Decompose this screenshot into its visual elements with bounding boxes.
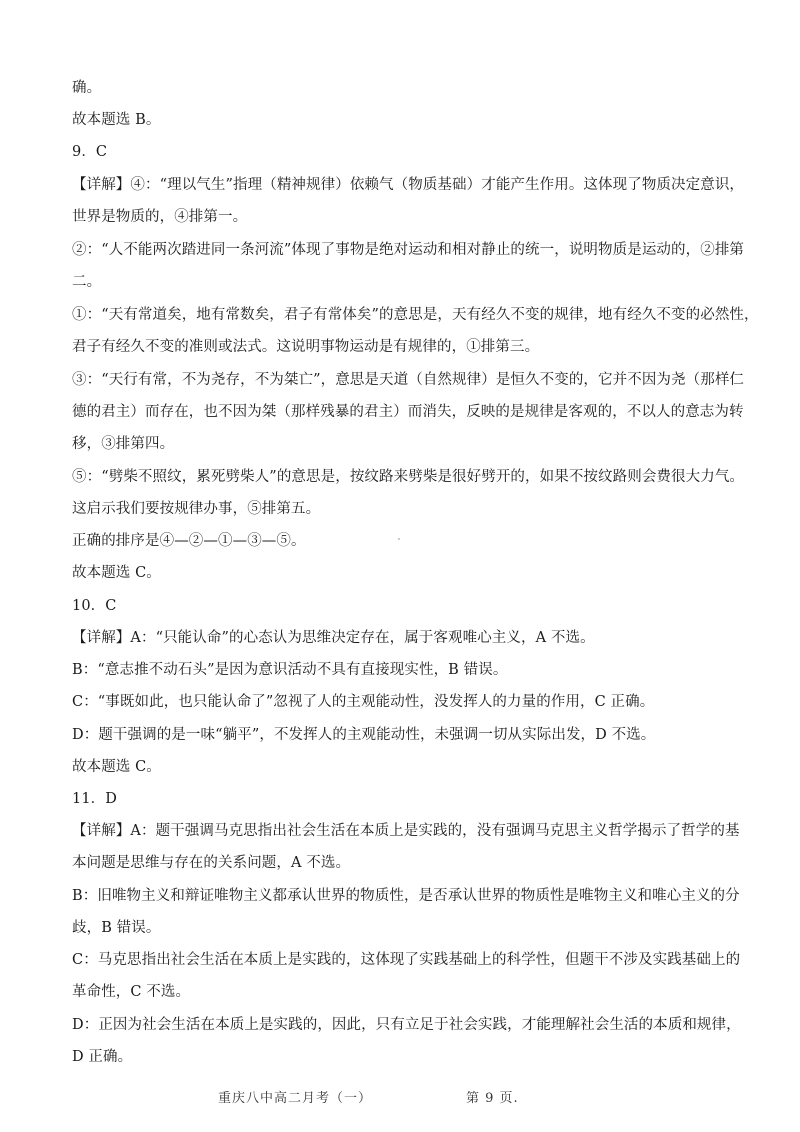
text-line: ⑤：“劈柴不照纹，累死劈柴人”的意思是，按纹路来劈柴是很好劈开的，如果不按纹路则会费很大力气。 (72, 469, 745, 485)
question-number: 10．C (72, 598, 117, 614)
text-line: 【详解】A：“只能认命”的心态认为思维决定存在，属于客观唯心主义，A 不选。 (72, 630, 595, 646)
text-line: D 正确。 (72, 1049, 133, 1065)
text-line: 这启示我们要按规律办事，⑤排第五。 (72, 501, 321, 517)
text-line: B：“意志推不动石头”是因为意识活动不具有直接现实性，B 错误。 (72, 662, 508, 678)
text-line: C：“事既如此，也只能认命了”忽视了人的主观能动性，没发挥人的力量的作用，C 正确。 (72, 694, 655, 710)
text-line: ③：“天行有常，不为尧存，不为桀亡”，意思是天道（自然规律）是恒久不变的，它并不因为尧（那样仁 (72, 372, 745, 388)
text-line: C：马克思指出社会生活在本质上是实践的，这体现了实践基础上的科学性，但题干不涉及实践基础上的 (72, 952, 741, 968)
text-line: 歧，B 错误。 (72, 920, 161, 936)
text-line: 移，③排第四。 (72, 436, 175, 452)
question-number: 11．D (72, 791, 117, 807)
text-line: 确。 (72, 80, 102, 96)
text-line: 德的君主）而存在，也不因为桀（那样残暴的君主）而消失，反映的是规律是客观的，不以人的意志为转 (72, 404, 744, 420)
text-line: 君子有经久不变的准则或法式。这说明事物运动是有规律的，①排第三。 (72, 339, 540, 355)
text-line: 故本题选 B。 (72, 112, 161, 128)
footer-exam-title: 重庆八中高二月考（一） (218, 1091, 373, 1106)
text-line: ①：“天有常道矣，地有常数矣，君子有常体矣”的意思是，天有经久不变的规律，地有经久不变的必然性， (72, 307, 759, 323)
text-line: 本问题是思维与存在的关系问题，A 不选。 (72, 855, 351, 871)
text-line: 故本题选 C。 (72, 759, 161, 775)
text-line: 世界是物质的，④排第一。 (72, 209, 248, 225)
text-line: D：正因为社会生活在本质上是实践的，因此，只有立足于社会实践，才能理解社会生活的本质和规律， (72, 1017, 741, 1033)
question-number: 9．C (72, 144, 108, 160)
text-line: 故本题选 C。 (72, 565, 161, 581)
text-line: 【详解】A：题干强调马克思指出社会生活在本质上是实践的，没有强调马克思主义哲学揭示了哲学的基 (72, 823, 740, 839)
text-line: 革命性，C 不选。 (72, 984, 191, 1000)
text-line: 二。 (72, 274, 102, 290)
text-line: ②：“人不能两次踏进同一条河流”体现了事物是绝对运动和相对静止的统一，说明物质是运动的，②排第 (72, 242, 745, 258)
text-line: D：题干强调的是一味“躺平”，不发挥人的主观能动性，未强调一切从实际出发，D 不选。 (72, 727, 656, 743)
text-line: 正确的排序是④—②—①—③—⑤。 (72, 533, 306, 549)
text-line: B：旧唯物主义和辩证唯物主义都承认世界的物质性，是否承认世界的物质性是唯物主义和唯心主义的分 (72, 888, 740, 904)
footer-page-number: 第 9 页. (466, 1091, 519, 1106)
scan-speck (398, 538, 400, 540)
text-line: 【详解】④：“理以气生”指理（精神规律）依赖气（物质基础）才能产生作用。这体现了物质决定意识， (72, 177, 745, 193)
